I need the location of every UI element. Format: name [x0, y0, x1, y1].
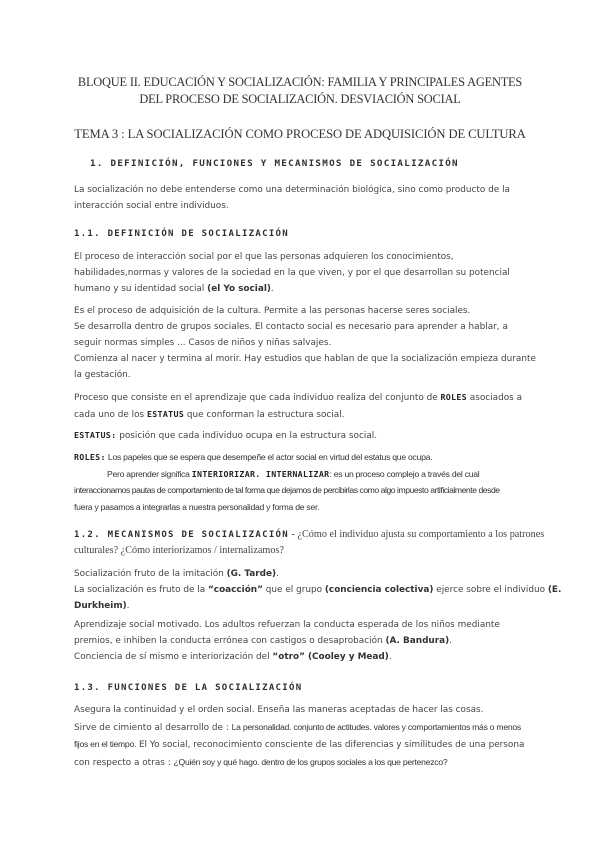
handwritten-text: interaccionamos pautas de comportamiento de tal forma que dejamos de percibirlas como algo impuesto artificialmente desde	[74, 485, 500, 495]
section-1-heading: 1. DEFINICIÓN, FUNCIONES Y MECANISMOS DE SOCIALIZACIÓN	[90, 158, 459, 169]
handwritten-text: fijos en el tiempo.	[74, 739, 137, 749]
paragraph-line	[74, 449, 534, 466]
paragraph-line: habilidades,normas y valores de la sociedad en la que viven, y por el que desarrollan su potencial	[74, 268, 510, 278]
handwritten-text: Los papeles que se espera que desempeñe el actor social en virtud del estatus que ocupa.	[105, 452, 433, 462]
paragraph-line	[74, 406, 534, 423]
text-run: Socialización fruto de la imitación	[74, 569, 227, 579]
estatus-label: ESTATUS:	[74, 430, 117, 440]
handwritten-text: : es un proceso complejo a través del cual	[329, 468, 480, 479]
text-run: .	[449, 636, 452, 646]
paragraph-line	[74, 427, 534, 444]
text-run: cada uno de los	[74, 410, 147, 420]
text-run: premios, e inhiben la conducta errónea con castigos o desaprobación	[74, 636, 386, 646]
paragraph-line: seguir normas simples ... Casos de niños y niñas salvajes.	[74, 338, 332, 348]
handwritten-text: fuera y pasamos a integrarlas a nuestra personalidad y forma de ser.	[74, 501, 320, 512]
handwritten-text: Pero aprender significa	[107, 468, 192, 479]
text-run: con respecto a otras :	[74, 757, 174, 768]
yo-social-term: (el Yo social)	[207, 284, 271, 294]
section-1-3-heading: 1.3. FUNCIONES DE LA SOCIALIZACIÓN	[74, 683, 303, 693]
tema-heading: TEMA 3 : LA SOCIALIZACIÓN COMO PROCESO DE ADQUISICIÓN DE CULTURA	[74, 127, 526, 141]
paragraph-line: El proceso de interacción social por el que las personas adquieren los conocimientos,	[74, 252, 454, 262]
mechanisms-paragraph	[74, 566, 562, 614]
paragraph-line	[74, 566, 534, 582]
paragraph-line	[74, 633, 534, 649]
paragraph-line	[74, 281, 534, 297]
intro-line: La socialización no debe entenderse como una determinación biológica, sino como producto de la	[74, 185, 510, 195]
culture-paragraph	[74, 303, 534, 383]
text-run: El Yo social, reconocimiento consciente de las diferencias y similitudes de una persona	[136, 740, 525, 750]
paragraph-line: Comienza al nacer y termina al morir. Hay estudios que hablan de que la socialización empieza durante	[74, 354, 536, 364]
paragraph-line	[74, 466, 534, 483]
handwritten-text: ¿Quién soy y qué hago. dentro de los grupos sociales a los que pertenezco?	[173, 756, 448, 767]
functions-paragraph	[74, 702, 534, 771]
paragraph-line	[74, 582, 562, 598]
paragraph-line: Se desarrolla dentro de grupos sociales. El contacto social es necesario para aprender a hablar, a	[74, 322, 508, 332]
text-run: .	[270, 284, 274, 294]
paragraph-line	[74, 389, 534, 406]
paragraph-line: la gestación.	[74, 370, 131, 380]
paragraph-line: Asegura la continuidad y el orden social. Enseña las maneras aceptadas de hacer las cosas.	[74, 705, 484, 715]
text-run: posición que cada individuo ocupa en la estructura social.	[116, 431, 378, 441]
roles-label: ROLES:	[74, 452, 106, 462]
paragraph-line	[74, 719, 534, 737]
title-line-1: BLOQUE II. EDUCACIÓN Y SOCIALIZACIÓN: FAMILIA Y PRINCIPALES AGENTES	[77, 75, 523, 89]
intro-line: interacción social entre individuos.	[74, 201, 229, 211]
definition-paragraph	[74, 249, 534, 297]
text-run: Proceso que consiste en el aprendizaje que cada individuo realiza del conjunto de	[74, 393, 441, 403]
estatus-definition	[74, 427, 534, 444]
author-citation: “otro” (Cooley y Mead)	[272, 652, 389, 662]
text-run: Sirve de cimiento al desarrollo de :	[74, 722, 232, 733]
question-text: culturales? ¿Cómo interiorizamos / internalizamos?	[74, 545, 284, 556]
handwritten-text: La personalidad. conjunto de actitudes. valores y comportamientos más o menos	[231, 721, 521, 732]
text-run: que el grupo	[262, 585, 325, 595]
author-citation: (E.	[547, 585, 562, 595]
text-run: humano y su identidad social	[74, 284, 208, 294]
text-run: Conciencia de sí mismo e interiorización del	[74, 652, 273, 662]
paragraph-line	[74, 598, 534, 614]
section-heading-line	[74, 525, 544, 543]
roles-paragraph	[74, 389, 534, 423]
text-run: La socialización es fruto de la	[74, 585, 208, 595]
section-1-2-heading-block	[74, 525, 544, 559]
text-run: .	[276, 569, 279, 579]
question-text: - ¿Cómo el individuo ajusta su comportamiento a los patrones	[289, 529, 545, 540]
text-run: ejerce sobre el individuo	[433, 585, 548, 595]
text-run: .	[126, 601, 130, 611]
section-1-2-heading: 1.2. MECANISMOS DE SOCIALIZACIÓN	[74, 530, 289, 540]
text-run: que conforman la estructura social.	[184, 410, 345, 420]
paragraph-line	[74, 736, 534, 754]
roles-term: ROLES	[440, 392, 467, 402]
section-1-intro	[74, 182, 534, 214]
interiorizar-term: INTERIORIZAR. INTERNALIZAR	[191, 468, 330, 479]
estatus-term: ESTATUS	[146, 409, 185, 419]
author-citation: (G. Tarde)	[226, 569, 277, 579]
text-run: asociados a	[466, 393, 523, 403]
section-1-1-heading: 1.1. DEFINICIÓN DE SOCIALIZACIÓN	[74, 229, 289, 239]
title-line-2: DEL PROCESO DE SOCIALIZACIÓN. DESVIACIÓN SOCIAL	[139, 92, 461, 106]
paragraph-line	[74, 649, 534, 665]
document-title	[60, 74, 540, 108]
paragraph-line: Aprendizaje social motivado. Los adultos refuerzan la conducta esperada de los niños mediante	[74, 620, 500, 630]
author-citation: Durkheim)	[74, 601, 127, 611]
paragraph-line	[74, 754, 534, 772]
coaccion-term: “coacción”	[207, 585, 263, 595]
paragraph-line: Es el proceso de adquisición de la cultura. Permite a las personas hacerse seres sociales.	[74, 306, 471, 316]
conciencia-term: (conciencia colectiva)	[324, 585, 434, 595]
text-run: .	[388, 652, 392, 662]
learning-paragraph	[74, 617, 534, 665]
roles-definition	[74, 449, 534, 515]
author-citation: (A. Bandura)	[385, 636, 450, 646]
